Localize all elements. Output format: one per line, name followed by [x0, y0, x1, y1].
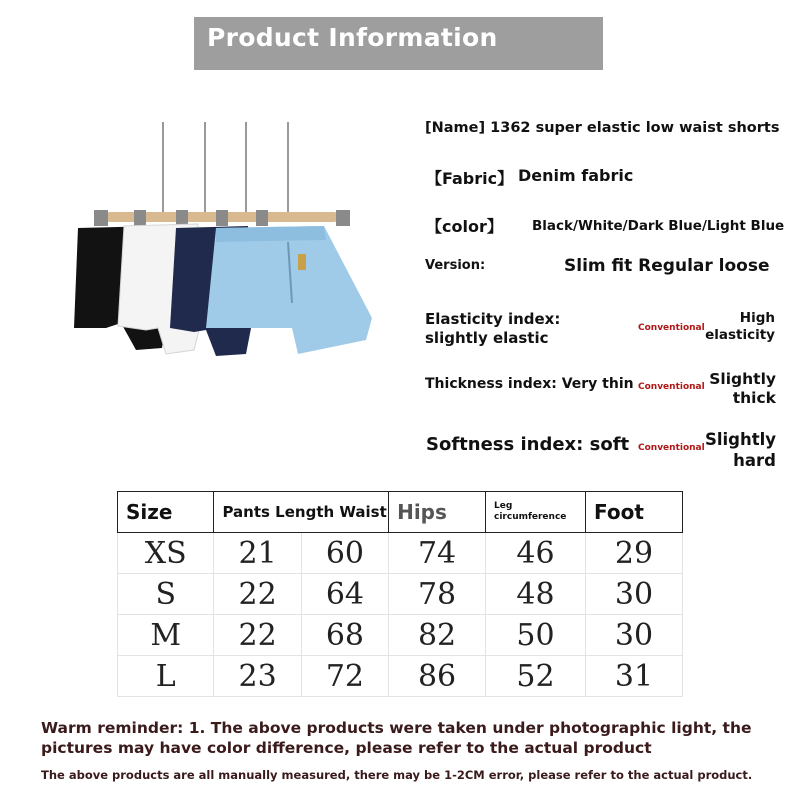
- cell-leg: 52: [486, 656, 586, 697]
- elasticity-label: Elasticity index: slightly elastic: [425, 310, 561, 347]
- table-row: [118, 533, 683, 574]
- cell-length: 21: [214, 533, 301, 574]
- cell-leg: 50: [486, 615, 586, 656]
- section-title: Product Information: [207, 23, 498, 52]
- fabric-value: Denim fabric: [518, 166, 634, 185]
- version-label: Version:: [425, 258, 486, 273]
- cell-foot: 30: [586, 615, 683, 656]
- cell-size: M: [118, 615, 214, 656]
- elasticity-high: High elasticity: [705, 310, 775, 343]
- cell-hips: 86: [389, 656, 486, 697]
- color-value: Black/White/Dark Blue/Light Blue: [532, 218, 785, 234]
- header-size: Size: [118, 492, 214, 533]
- measurement-note: The above products are all manually measured, there may be 1-2CM error, please refer to the actual product.: [41, 768, 753, 782]
- header-leg-circumference: Leg circumference: [486, 492, 586, 533]
- version-value: Slim fit Regular loose: [564, 256, 770, 276]
- thickness-high: Slightly thick: [709, 370, 776, 407]
- fabric-label: 【Fabric】: [426, 169, 514, 188]
- softness-label: Softness index: soft: [426, 434, 630, 455]
- cell-hips: 74: [389, 533, 486, 574]
- table-row: [118, 656, 683, 697]
- section-banner: [194, 17, 603, 70]
- table-row: [118, 615, 683, 656]
- cell-leg: 48: [486, 574, 586, 615]
- cell-waist: 72: [301, 656, 388, 697]
- size-table-header: [118, 492, 683, 533]
- cell-leg: 46: [486, 533, 586, 574]
- softness-conventional: Conventional: [638, 443, 705, 453]
- cell-waist: 68: [301, 615, 388, 656]
- product-photo: [66, 118, 386, 363]
- cell-length: 23: [214, 656, 301, 697]
- cell-foot: 31: [586, 656, 683, 697]
- thickness-conventional: Conventional: [638, 382, 705, 392]
- table-row: [118, 574, 683, 615]
- cell-waist: 60: [301, 533, 388, 574]
- elasticity-conventional: Conventional: [638, 323, 705, 333]
- cell-foot: 29: [586, 533, 683, 574]
- header-hips: Hips: [389, 492, 486, 533]
- cell-size: XS: [118, 533, 214, 574]
- cell-waist: 64: [301, 574, 388, 615]
- cell-hips: 78: [389, 574, 486, 615]
- thickness-label: Thickness index: Very thin: [425, 376, 634, 392]
- name-line: [Name] 1362 super elastic low waist shorts: [425, 120, 780, 136]
- size-table: [117, 491, 683, 697]
- header-foot: Foot: [586, 492, 683, 533]
- cell-length: 22: [214, 615, 301, 656]
- cell-foot: 30: [586, 574, 683, 615]
- softness-high: Slightly hard: [704, 430, 776, 470]
- cell-length: 22: [214, 574, 301, 615]
- header-pants-length-waist: Pants Length Waist: [214, 492, 389, 533]
- color-label: 【color】: [426, 217, 503, 236]
- warm-reminder: Warm reminder: 1. The above products were taken under photographic light, the pictures may have color difference, please refer to the actual product: [41, 719, 752, 757]
- cell-hips: 82: [389, 615, 486, 656]
- cell-size: S: [118, 574, 214, 615]
- cell-size: L: [118, 656, 214, 697]
